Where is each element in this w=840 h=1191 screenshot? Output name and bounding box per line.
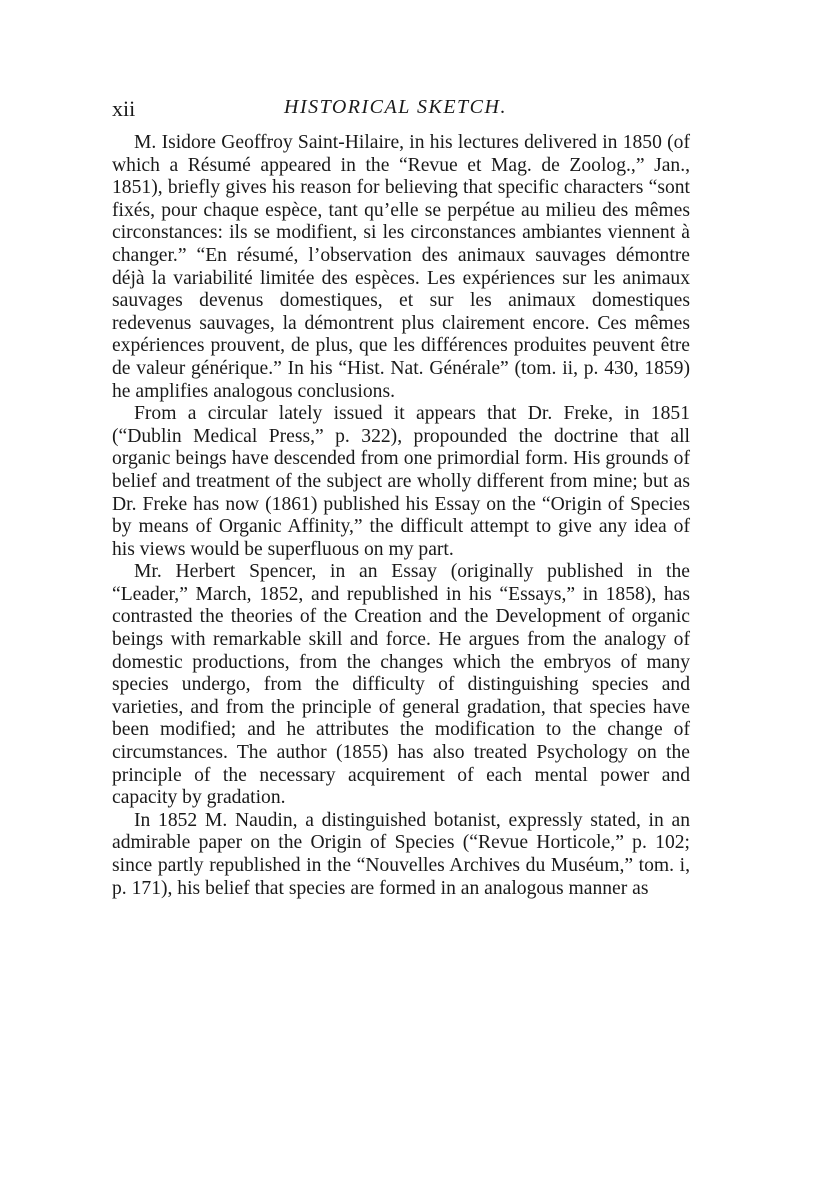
page-header xyxy=(112,92,690,132)
paragraph-saint-hilaire: M. Isidore Geoffroy Saint-Hilaire, in his lectures delivered in 1850 (of which a Résumé appeared in the “Revue et Mag. de Zoolog.,” Jan., 1851), briefly gives his reason for believing that specific characters “sont fixés, pour chaque espèce, tant qu’elle se perpétue au milieu des mêmes circonstances: ils se modifient, si les circonstances ambiantes viennent à changer.” “En résumé, l’observation des animaux sauvages démontre déjà la variabilité limitée des espèces. Les expériences sur les animaux sauvages devenus domestiques, et sur les animaux domestiques redevenus sauvages, la démontrent plus clairement encore. Ces mêmes expériences prouvent, de plus, que les différences produites peuvent être de valeur générique.” In his “Hist. Nat. Générale” (tom. ii, p. 430, 1859) he amplifies analogous conclusions. xyxy=(112,132,690,402)
running-head: HISTORICAL SKETCH. xyxy=(284,96,507,118)
paragraph-freke: From a circular lately issued it appears that Dr. Freke, in 1851 (“Dublin Medical Press,” p. 322), propounded the doctrine that all organic beings have descended from one primordial form. His grounds of belief and treatment of the subject are wholly different from mine; but as Dr. Freke has now (1861) published his Essay on the “Origin of Species by means of Organic Affinity,” the difficult attempt to give any idea of his views would be superfluous on my part. xyxy=(112,403,690,560)
body-text xyxy=(112,132,690,900)
page-number: xii xyxy=(112,96,136,121)
paragraph-naudin: In 1852 M. Naudin, a distinguished botanist, expressly stated, in an admirable paper on the Origin of Species (“Revue Horticole,” p. 102; since partly republished in the “Nouvelles Archives du Muséum,” tom. i, p. 171), his belief that species are formed in an analogous manner as xyxy=(112,809,690,899)
paragraph-spencer: Mr. Herbert Spencer, in an Essay (originally published in the “Leader,” March, 1852, and republished in his “Essays,” in 1858), has contrasted the theories of the Creation and the Development of organic beings with remarkable skill and force. He argues from the analogy of domestic productions, from the changes which the embryos of many species undergo, from the difficulty of distinguishing species and varieties, and from the principle of general gradation, that species have been modified; and he attributes the modification to the change of circumstances. The author (1855) has also treated Psychology on the principle of the necessary acquirement of each mental power and capacity by gradation. xyxy=(112,561,690,809)
book-page xyxy=(112,92,690,900)
